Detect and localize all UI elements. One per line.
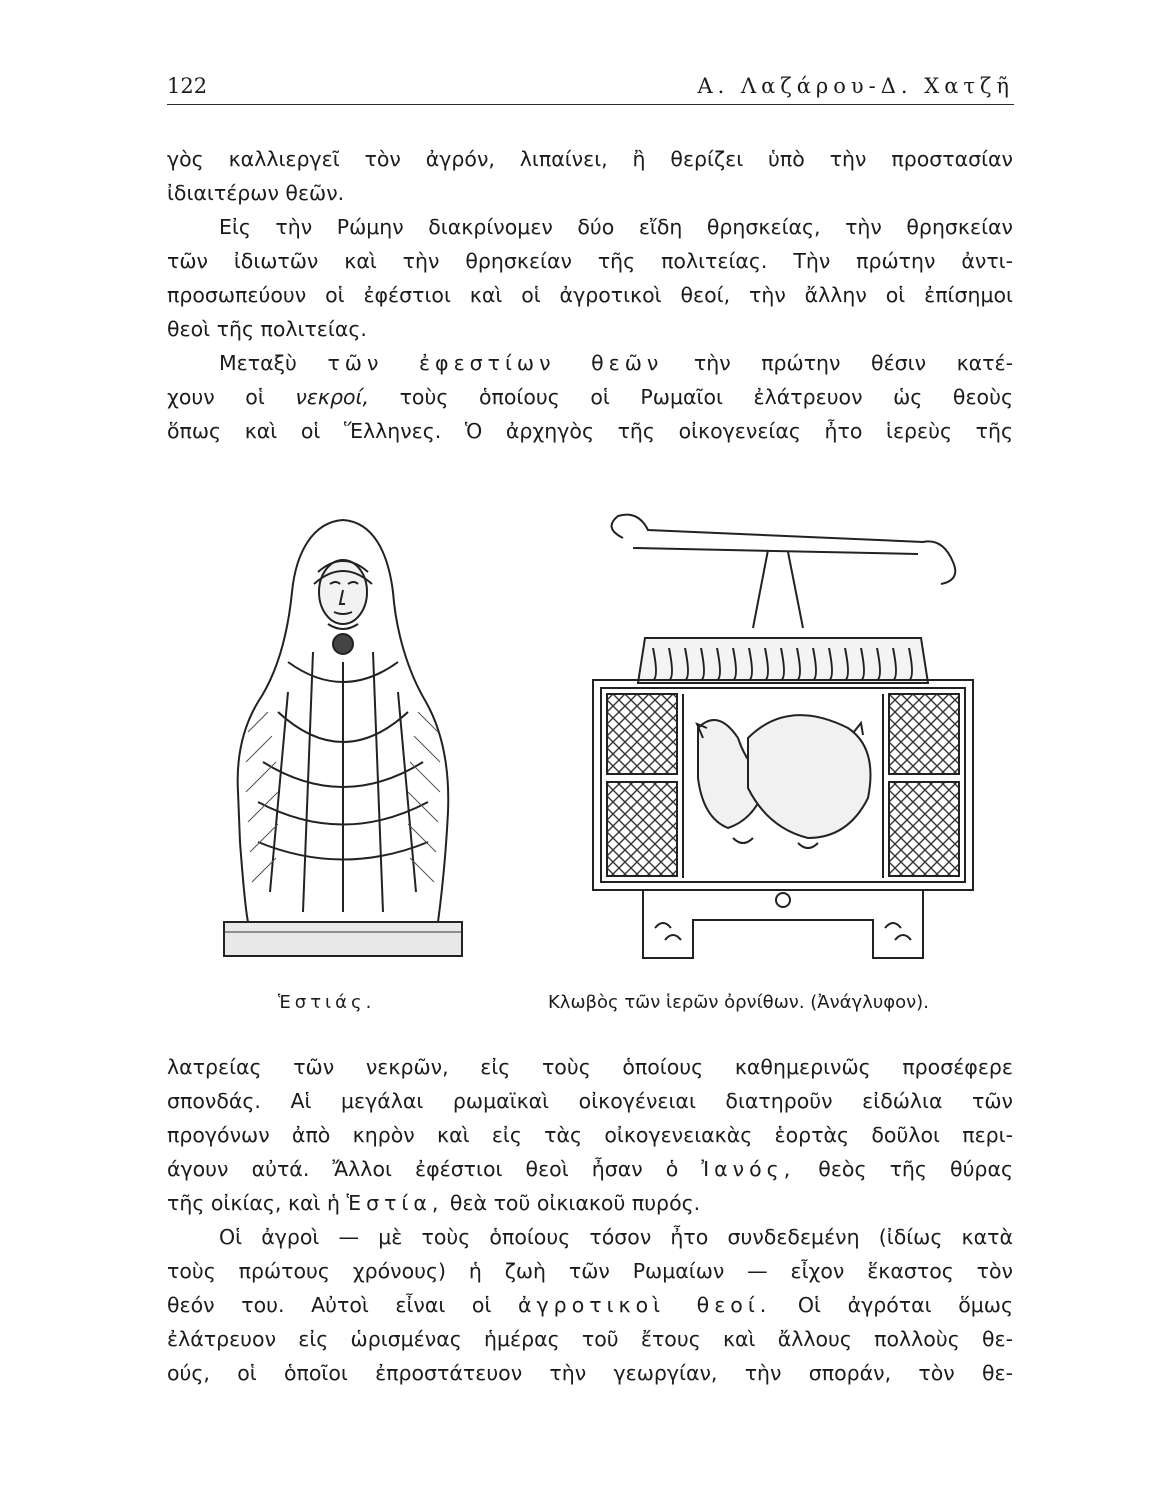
text-line	[167, 380, 1013, 414]
text-run: Οἱ ἀγρόται ὅμως	[771, 1293, 1013, 1317]
spaced-emphasis: ἀγροτικοὶ θεοί.	[518, 1293, 772, 1317]
hestia-statue-illustration	[218, 512, 468, 962]
text-run: ἰδιαιτέρων θεῶν.	[167, 181, 345, 205]
spaced-emphasis: Ἑστία,	[346, 1191, 444, 1215]
italic-emphasis: νεκροί,	[295, 385, 369, 409]
text-run: Οἱ ἀγροὶ — μὲ τοὺς ὁποίους τόσον ἦτο συνδεδεμένη (ἰδίως κατὰ	[219, 1225, 1013, 1249]
text-run: άγουν αὐτά. Ἄλλοι ἐφέστιοι θεοὶ ἦσαν ὁ	[167, 1157, 702, 1181]
text-run: θεόν του. Αὐτοὶ εἶναι οἱ	[167, 1293, 519, 1317]
text-line	[167, 312, 1013, 346]
text-run: θεοὶ τῆς πολιτείας.	[167, 317, 367, 341]
text-block-top	[167, 142, 1013, 448]
text-line	[167, 244, 1013, 278]
text-line	[167, 1152, 1013, 1186]
running-head	[167, 70, 1014, 104]
text-run: τὴν πρώτην θέσιν κατέ-	[663, 351, 1013, 375]
header-rule	[167, 104, 1014, 105]
text-line	[167, 210, 1013, 244]
text-line	[167, 1356, 1013, 1390]
text-run: γὸς καλλιεργεῖ τὸν ἀγρόν, λιπαίνει, ἢ θερίζει ὑπὸ τὴν προστασίαν	[167, 147, 1013, 171]
text-line	[167, 1084, 1013, 1118]
text-line	[167, 1322, 1013, 1356]
text-line	[167, 1118, 1013, 1152]
spaced-emphasis: Ἰανός,	[701, 1157, 796, 1181]
text-line	[167, 278, 1013, 312]
text-run: ούς, οἱ ὁποῖοι ἐπροστάτευον τὴν γεωργίαν, τὴν σποράν, τὸν θε-	[167, 1361, 1013, 1385]
running-title: Α. Λαζάρου-Δ. Χατζῆ	[697, 74, 1014, 98]
sacred-chicken-cage-figure	[583, 508, 983, 968]
text-line	[167, 1186, 1013, 1220]
text-run: προσωπεύουν οἱ ἐφέστιοι καὶ οἱ ἀγροτικοὶ θεοί, τὴν ἄλλην οἱ ἐπίσημοι	[167, 283, 1013, 307]
text-line	[167, 1288, 1013, 1322]
text-line	[167, 414, 1013, 448]
text-line	[167, 346, 1013, 380]
text-line	[167, 1220, 1013, 1254]
text-run: θεὰ τοῦ οἰκιακοῦ πυρός.	[443, 1191, 701, 1215]
text-run: τοὺς πρώτους χρόνους) ἡ ζωὴ τῶν Ρωμαίων — εἶχον ἕκαστος τὸν	[167, 1259, 1013, 1283]
text-run: ἐλάτρευον εἰς ὡρισμένας ἡμέρας τοῦ ἔτους καὶ ἄλλους πολλοὺς θε-	[167, 1327, 1013, 1351]
text-run: τῶν ἰδιωτῶν καὶ τὴν θρησκείαν τῆς πολιτείας. Τὴν πρώτην ἀντι-	[167, 249, 1013, 273]
text-run: θεὸς τῆς θύρας	[795, 1157, 1013, 1181]
text-run: ὅπως καὶ οἱ Ἕλληνες. Ὁ ἀρχηγὸς τῆς οἰκογενείας ἦτο ἱερεὺς τῆς	[167, 419, 1013, 443]
text-line	[167, 176, 1013, 210]
hestia-caption: Ἑστιάς.	[278, 992, 376, 1013]
text-run: λατρείας τῶν νεκρῶν, εἰς τοὺς ὁποίους καθημερινῶς προσέφερε	[167, 1055, 1013, 1079]
text-run: τῆς οἰκίας, καὶ ἡ	[167, 1191, 347, 1215]
chicken-cage-illustration	[583, 508, 983, 968]
spaced-emphasis: τῶν ἐφεστίων θεῶν	[327, 351, 664, 375]
text-line	[167, 1254, 1013, 1288]
text-run: Εἰς τὴν Ρώμην διακρίνομεν δύο εἴδη θρησκείας, τὴν θρησκείαν	[219, 215, 1013, 239]
hestia-statue-figure	[218, 512, 468, 962]
page-number: 122	[167, 74, 208, 98]
text-run: τοὺς ὁποίους οἱ Ρωμαῖοι ἐλάτρευον ὡς θεοὺς	[369, 385, 1013, 409]
text-run: σπονδάς. Αἱ μεγάλαι ρωμαϊκαὶ οἰκογένειαι διατηροῦν εἰδώλια τῶν	[167, 1089, 1013, 1113]
text-line	[167, 1050, 1013, 1084]
cage-caption: Κλωβὸς τῶν ἱερῶν ὀρνίθων. (Ἀνάγλυφον).	[548, 992, 929, 1013]
text-line	[167, 142, 1013, 176]
text-run: χουν οἱ	[167, 385, 296, 409]
text-run: Μεταξὺ	[219, 351, 328, 375]
text-run: προγόνων ἀπὸ κηρὸν καὶ εἰς τὰς οἰκογενειακὰς ἑορτὰς δοῦλοι περι-	[167, 1123, 1013, 1147]
text-block-bottom	[167, 1050, 1013, 1390]
